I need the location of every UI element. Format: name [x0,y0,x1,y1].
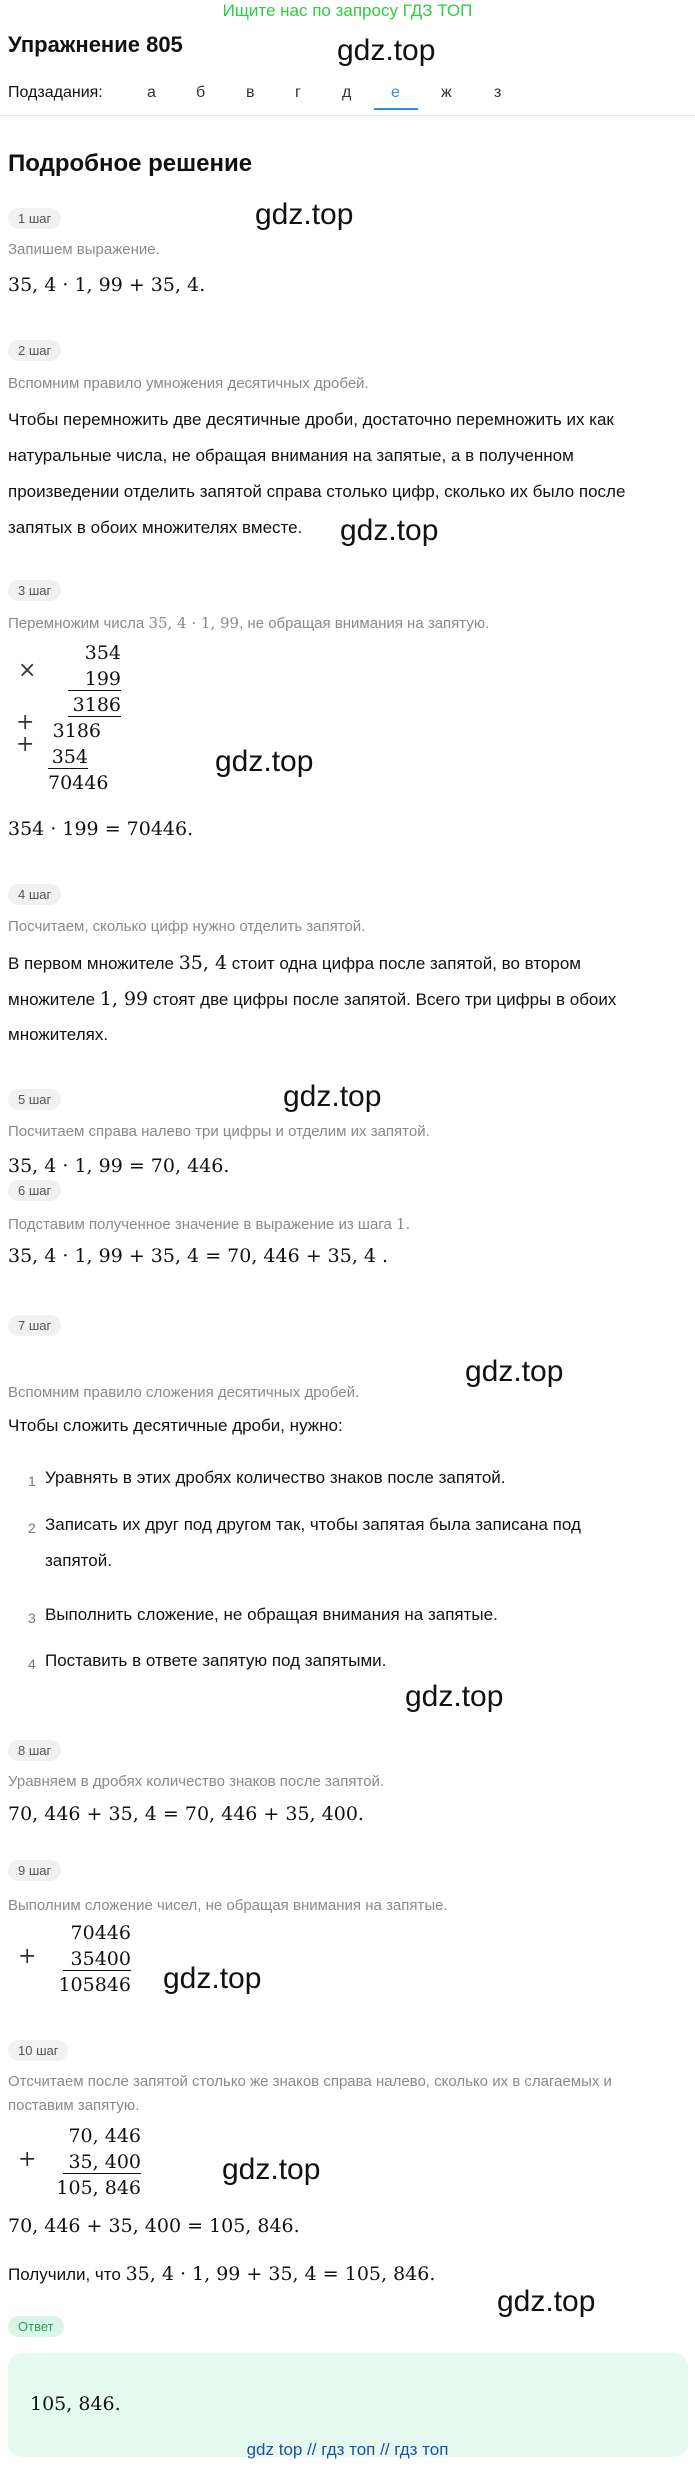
step-note: Посчитаем справа налево три цифры и отделим их запятой. [8,1123,430,1140]
step-note: поставим запятую. [8,2097,140,2114]
step-math: 70, 446 + 35, 4 = 70, 446 + 35, 400. [8,1803,364,1825]
addend: 70, 446 [68,2125,141,2147]
step-badge: 8 шаг [8,1740,61,1761]
step-math: 70, 446 + 35, 400 = 105, 846. [8,2215,300,2237]
rule-line: запятых в обоих множителях вместе. [8,518,303,537]
multiplier: 199 [68,668,121,691]
step-note: Подставим полученное значение в выражение из шага 1. [8,1215,411,1233]
watermark: gdz.top [465,1355,564,1388]
tab-v[interactable]: в [246,84,255,101]
watermark: gdz.top [337,34,436,67]
sum-result: 105846 [58,1974,131,1996]
divider [0,115,695,116]
rule-line: множителях. [8,1025,109,1044]
list-item: Поставить в ответе запятую под запятыми. [45,1651,387,1670]
step-badge: 2 шаг [8,340,61,361]
step-badge: 3 шаг [8,580,61,601]
step-note: Посчитаем, сколько цифр нужно отделить запятой. [8,918,366,935]
rule-line: В первом множителе 35, 4 стоит одна цифра после запятой, во втором [8,952,581,974]
addition-column [8,2125,148,2205]
step-note: Уравняем в дробях количество знаков после запятой. [8,1773,385,1790]
watermark: gdz.top [222,2153,321,2186]
list-number: 2 [28,1520,36,1536]
watermark: gdz.top [163,1962,262,1995]
tab-a[interactable]: а [147,84,156,101]
watermark: gdz.top [405,1680,504,1713]
tab-e[interactable]: е [391,84,400,101]
addition-column [8,1922,138,2002]
answer-badge: Ответ [8,2316,64,2337]
top-banner[interactable]: Ищите нас по запросу ГДЗ ТОП [222,1,473,20]
watermark: gdz.top [215,745,314,778]
addend: 35, 400 [63,2151,141,2174]
tab-g[interactable]: г [295,84,301,101]
step-badge: 1 шаг [8,208,61,229]
list-number: 1 [28,1473,36,1489]
step-badge: 9 шаг [8,1860,61,1881]
rule-line: произведении отделить запятой справа столько цифр, сколько их было после [8,482,626,501]
partial-product: 3186 [68,694,121,717]
list-item: Уравнять в этих дробях количество знаков после запятой. [45,1468,506,1487]
rule-line: натуральные числа, не обращая внимания на запятые, а в полученном [8,446,574,465]
tab-zh[interactable]: ж [441,84,452,101]
addend: 70446 [70,1922,131,1944]
answer-value: 105, 846. [30,2393,121,2415]
step-note: Отсчитаем после запятой столько же знаков справа налево, сколько их в слагаемых и [8,2073,612,2090]
rule-line: множителе 1, 99 стоят две цифры после запятой. Всего три цифры в обоих [8,988,617,1010]
sum-result: 105, 846 [56,2177,141,2199]
list-item: запятой. [45,1551,112,1570]
step-note: Выполним сложение чисел, не обращая внимания на запятые. [8,1897,448,1914]
step-math: 35, 4 · 1, 99 + 35, 4. [8,274,206,296]
tab-b[interactable]: б [196,84,206,101]
list-number: 4 [28,1656,36,1672]
step-math: 354 · 199 = 70446. [8,818,194,840]
final-line: Получили, что 35, 4 · 1, 99 + 35, 4 = 105, 846. [8,2263,436,2285]
step-badge: 10 шаг [8,2040,68,2061]
step-badge: 7 шаг [8,1315,61,1336]
step-badge: 5 шаг [8,1089,61,1110]
multiplicand: 354 [84,642,121,664]
multiplication-column [8,642,128,802]
list-number: 3 [28,1610,36,1626]
tab-z[interactable]: з [494,84,502,101]
list-item: Записать их друг под другом так, чтобы запятая была записана под [45,1515,581,1534]
tab-d[interactable]: д [342,84,352,101]
step-note: Вспомним правило умножения десятичных дробей. [8,375,369,392]
step-math: 35, 4 · 1, 99 = 70, 446. [8,1155,230,1177]
watermark: gdz.top [497,2285,596,2318]
plus-sign: + [16,710,35,735]
plus-sign: + [16,732,35,757]
subtasks-label: Подзадания: [8,84,103,101]
rule-intro: Чтобы сложить десятичные дроби, нужно: [8,1416,343,1435]
step-badge: 4 шаг [8,884,61,905]
addend: 35400 [63,1948,131,1971]
plus-sign: + [18,1944,37,1969]
solution-heading: Подробное решение [8,150,253,177]
watermark: gdz.top [340,514,439,547]
partial-product: 3186 [52,720,101,742]
footer-links[interactable]: gdz top // гдз топ // гдз топ [246,2440,449,2459]
page-title: Упражнение 805 [8,32,183,57]
step-note: Вспомним правило сложения десятичных дробей. [8,1384,360,1401]
rule-line: Чтобы перемножить две десятичные дроби, достаточно перемножить их как [8,410,614,429]
plus-sign: + [18,2147,37,2172]
watermark: gdz.top [255,198,354,231]
product-result: 70446 [48,772,109,794]
list-item: Выполнить сложение, не обращая внимания на запятые. [45,1605,498,1624]
watermark: gdz.top [283,1080,382,1113]
step-note: Запишем выражение. [8,241,160,258]
step-badge: 6 шаг [8,1180,61,1201]
active-tab-underline [374,108,418,110]
times-sign: × [18,658,37,683]
step-note: Перемножим числа 35, 4 · 1, 99, не обращая внимания на запятую. [8,614,490,632]
step-math: 35, 4 · 1, 99 + 35, 4 = 70, 446 + 35, 4 . [8,1245,389,1267]
partial-product: 354 [48,746,88,769]
